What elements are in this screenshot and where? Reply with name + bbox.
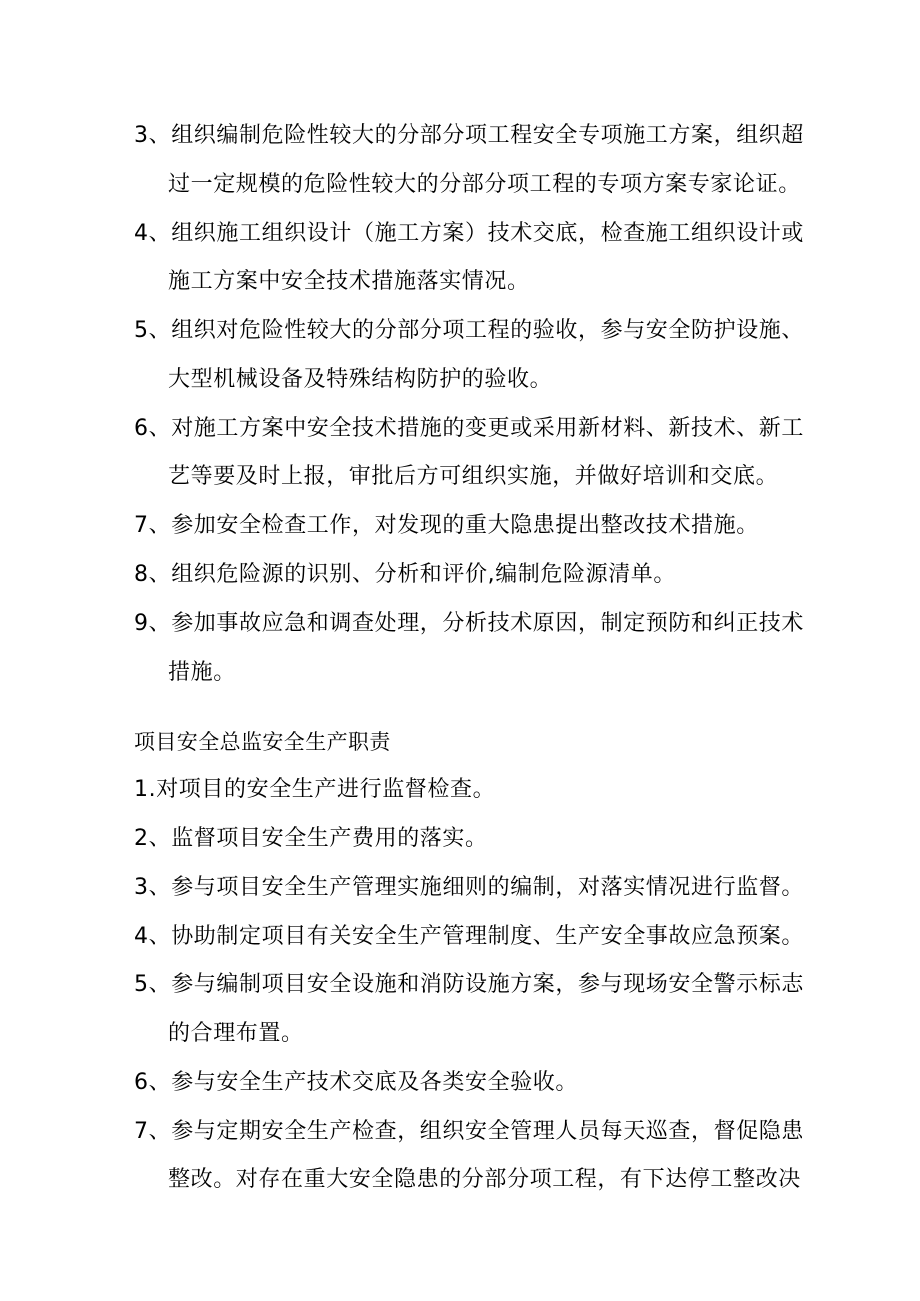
section1-item6-line2: 艺等要及时上报，审批后方可组织实施，并做好培训和交底。 [168, 464, 779, 489]
section1-item3-line2: 过一定规模的危险性较大的分部分项工程的专项方案专家论证。 [168, 172, 801, 197]
section2-heading: 项目安全总监安全生产职责 [134, 730, 391, 754]
section2-item7-line2: 整改。对存在重大安全隐患的分部分项工程，有下达停工整改决 [168, 1167, 801, 1192]
section2-item4-line1: 4、协助制定项目有关安全生产管理制度、生产安全事故应急预案。 [134, 924, 804, 949]
section1-item8-line1: 8、组织危险源的识别、分析和评价,编制危险源清单。 [134, 562, 676, 587]
section1-item4-line1: 4、组织施工组织设计（施工方案）技术交底，检查施工组织设计或 [134, 221, 804, 246]
section1-item5-line2: 大型机械设备及特殊结构防护的验收。 [168, 367, 553, 392]
section1-item4-line2: 施工方案中安全技术措施落实情况。 [168, 269, 530, 294]
section2-item5-line1: 5、参与编制项目安全设施和消防设施方案，参与现场安全警示标志 [134, 972, 804, 997]
section2-item1-line1: 1.对项目的安全生产进行监督检查。 [134, 777, 496, 802]
section1-item3-line1: 3、组织编制危险性较大的分部分项工程安全专项施工方案，组织超 [134, 123, 804, 148]
section2-item7-line1: 7、参与定期安全生产检查，组织安全管理人员每天巡查，督促隐患 [134, 1119, 804, 1144]
section1-item9-line2: 措施。 [168, 660, 236, 685]
section2-item3-line1: 3、参与项目安全生产管理实施细则的编制，对落实情况进行监督。 [134, 875, 804, 900]
section1-item5-line1: 5、组织对危险性较大的分部分项工程的验收，参与安全防护设施、 [134, 318, 804, 343]
section2-item5-line2: 的合理布置。 [168, 1021, 304, 1046]
section2-item6-line1: 6、参与安全生产技术交底及各类安全验收。 [134, 1070, 578, 1095]
section1-item7-line1: 7、参加安全检查工作，对发现的重大隐患提出整改技术措施。 [134, 513, 759, 538]
section1-item6-line1: 6、对施工方案中安全技术措施的变更或采用新材料、新技术、新工 [134, 416, 804, 441]
section2-item2-line1: 2、监督项目安全生产费用的落实。 [134, 826, 488, 851]
section1-item9-line1: 9、参加事故应急和调查处理，分析技术原因，制定预防和纠正技术 [134, 611, 804, 636]
